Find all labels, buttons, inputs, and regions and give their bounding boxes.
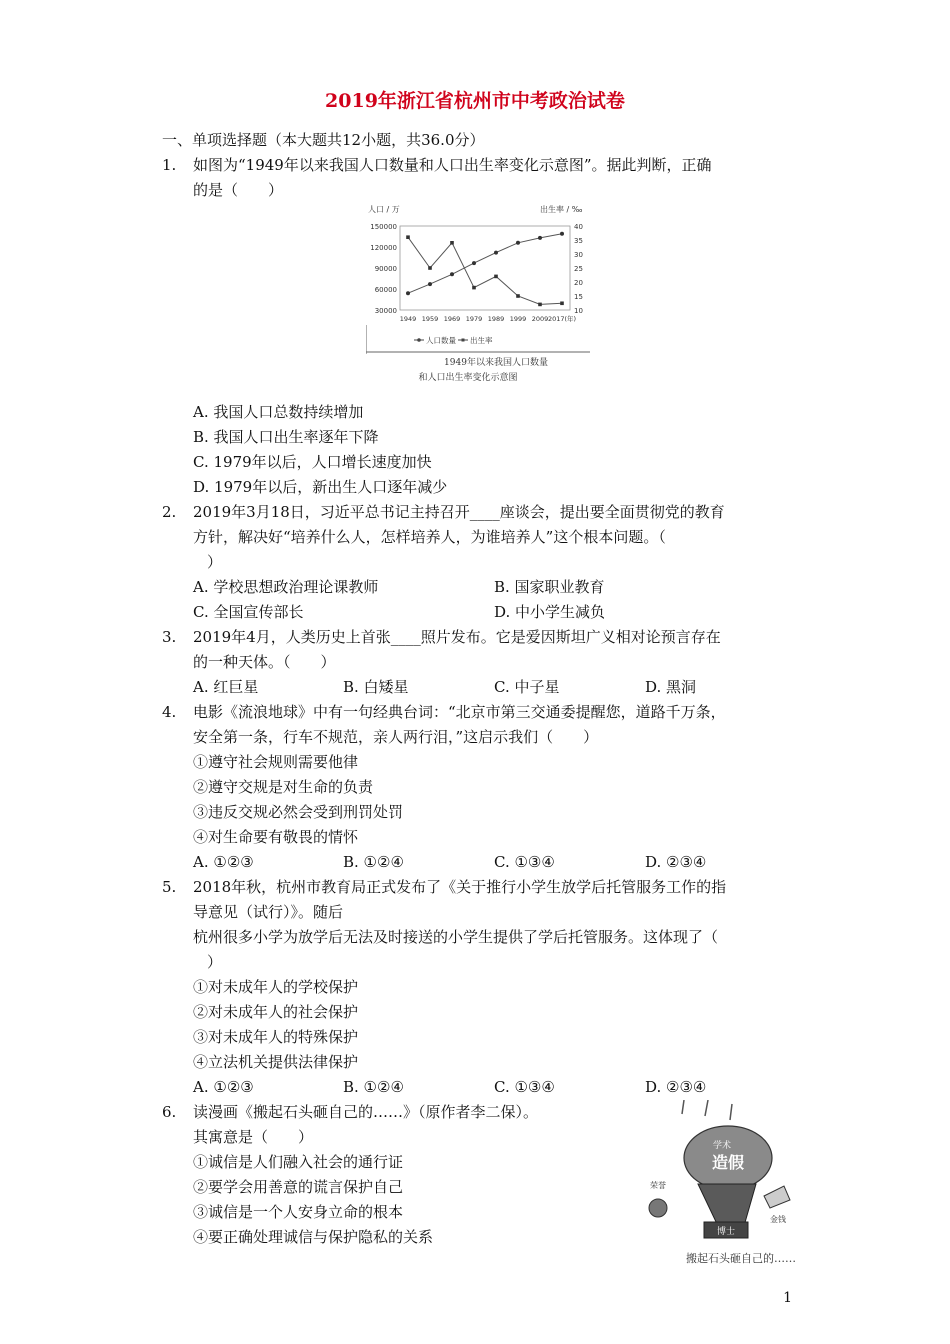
y-left-tick-label: 150000 (370, 223, 397, 231)
y-right-tick-label: 35 (574, 237, 583, 245)
population-point (538, 236, 542, 240)
q1-option-d[interactable]: D. 1979年以后，新出生人口逐年减少 (193, 478, 448, 496)
q2-stem-line3: ） (207, 553, 223, 571)
money-icon (764, 1186, 790, 1208)
y-right-tick-label: 15 (574, 293, 583, 301)
q5-option-b[interactable]: B. ①②④ (343, 1078, 404, 1096)
q6-item-4: ④要正确处理诚信与保护隐私的关系 (193, 1228, 434, 1246)
q6-item-1: ①诚信是人们融入社会的通行证 (193, 1153, 404, 1171)
y-right-tick-label: 20 (574, 279, 583, 287)
birthrate-point (560, 301, 564, 305)
population-point (472, 261, 476, 265)
q4-number: 4. (162, 703, 177, 721)
q1-stem-line1: 如图为“1949年以来我国人口数量和人口出生率变化示意图”。据此判断，正确 (193, 156, 712, 174)
page-number: 1 (783, 1290, 792, 1306)
q5-stem-line2: 导意见（试行）》。随后 (193, 903, 344, 921)
section-heading: 一、单项选择题（本大题共12小题，共36.0分） (162, 131, 485, 149)
q5-option-a[interactable]: A. ①②③ (193, 1078, 254, 1096)
y-left-tick-label: 60000 (374, 286, 397, 294)
q3-option-d[interactable]: D. 黑洞 (645, 678, 697, 696)
q2-stem-line2: 方针，解决好“培养什么人，怎样培养人，为谁培养人”这个根本问题。（ (193, 528, 666, 546)
honor-icon (649, 1199, 667, 1217)
q1-option-b[interactable]: B. 我国人口出生率逐年下降 (193, 428, 379, 446)
y-right-tick-label: 25 (574, 265, 583, 273)
q3-option-a[interactable]: A. 红巨星 (193, 678, 259, 696)
birthrate-point (450, 241, 454, 245)
legend (414, 335, 493, 345)
q1-stem-line2: 的是（ ） (193, 181, 284, 199)
q6-stem-line1: 读漫画《搬起石头砸自己的……》（原作者李二保）。 (193, 1103, 539, 1121)
q5-stem-line1: 2018年秋，杭州市教育局正式发布了《关于推行小学生放学后托管服务工作的指 (193, 878, 727, 896)
q5-option-c[interactable]: C. ①③④ (494, 1078, 555, 1096)
population-point (406, 291, 410, 295)
stone-label: 造假 (711, 1153, 745, 1172)
x-tick-label: 2009 (531, 315, 549, 323)
birthrate-point (516, 294, 520, 298)
y-right-tick-label: 40 (574, 223, 583, 231)
birthrate-point (538, 303, 542, 307)
population-point (516, 241, 520, 245)
q2-option-c[interactable]: C. 全国宣传部长 (193, 603, 304, 621)
q4-option-a[interactable]: A. ①②③ (193, 853, 254, 871)
x-tick-label: 1969 (443, 315, 461, 323)
q4-item-1: ①遵守社会规则需要他律 (193, 753, 359, 771)
x-tick-label: 1949 (399, 315, 417, 323)
y-right-tick-label: 10 (574, 307, 583, 315)
birthrate-point (472, 286, 476, 290)
q5-item-4: ④立法机关提供法律保护 (193, 1053, 359, 1071)
q4-item-4: ④对生命要有敬畏的情怀 (193, 828, 359, 846)
q5-item-3: ③对未成年人的特殊保护 (193, 1028, 359, 1046)
q2-option-d[interactable]: D. 中小学生减负 (494, 603, 606, 621)
q5-stem-line4: ） (207, 953, 223, 971)
q1-option-c[interactable]: C. 1979年以后，人口增长速度加快 (193, 453, 432, 471)
x-tick-label: 1999 (509, 315, 527, 323)
y-axis-left-label: 人口 / 万 (368, 205, 400, 214)
x-tick-label: 1989 (487, 315, 505, 323)
q5-stem-line3: 杭州很多小学为放学后无法及时接送的小学生提供了学后托管服务。这体现了（ (193, 928, 719, 946)
q3-option-b[interactable]: B. 白矮星 (343, 678, 409, 696)
page-title: 2019年浙江省杭州市中考政治试卷 (325, 90, 625, 112)
x-tick-label: 2017(年) (547, 315, 577, 323)
q1-option-a[interactable]: A. 我国人口总数持续增加 (193, 403, 364, 421)
money-label: 金钱 (770, 1215, 786, 1224)
q4-option-d[interactable]: D. ②③④ (645, 853, 707, 871)
population-point (560, 232, 564, 236)
x-tick-label: 1979 (465, 315, 483, 323)
birthrate-point (406, 235, 410, 239)
chart-caption-line2: 和人口出生率变化示意图 (418, 373, 518, 383)
figure-body-icon (698, 1184, 756, 1226)
legend-population: 人口数量 (426, 336, 456, 345)
y-left-tick-label: 90000 (374, 265, 397, 273)
birthrate-point (494, 275, 498, 279)
q4-item-3: ③违反交规必然会受到刑罚处罚 (193, 803, 404, 821)
stone-top-label: 学术 (712, 1141, 732, 1151)
cartoon-svg (648, 1100, 798, 1268)
q3-option-c[interactable]: C. 中子星 (494, 678, 560, 696)
population-chart (366, 200, 590, 384)
q4-stem-line2: 安全第一条，行车不规范，亲人两行泪，”这启示我们（ ） (193, 728, 599, 746)
q5-number: 5. (162, 878, 177, 896)
q6-item-2: ②要学会用善意的谎言保护自己 (193, 1178, 404, 1196)
q3-stem-line2: 的一种天体。（ ） (193, 653, 336, 671)
x-tick-label: 1959 (421, 315, 439, 323)
q3-number: 3. (162, 628, 177, 646)
q5-item-2: ②对未成年人的社会保护 (193, 1003, 359, 1021)
population-point (450, 272, 454, 276)
motion-lines-icon (682, 1100, 732, 1120)
q4-option-c[interactable]: C. ①③④ (494, 853, 555, 871)
base-label: 博士 (716, 1227, 736, 1237)
q4-item-2: ②遵守交规是对生命的负责 (193, 778, 374, 796)
q6-item-3: ③诚信是一个人安身立命的根本 (193, 1203, 404, 1221)
y-left-tick-label: 30000 (374, 307, 397, 315)
q6-stem-line2: 其寓意是（ ） (193, 1128, 314, 1146)
q5-item-1: ①对未成年人的学校保护 (193, 978, 359, 996)
q5-option-d[interactable]: D. ②③④ (645, 1078, 707, 1096)
chart-caption-line1: 1949年以来我国人口数量 (444, 358, 548, 368)
y-left-tick-label: 120000 (370, 244, 397, 252)
legend-birthrate: 出生率 (470, 336, 493, 345)
q4-option-b[interactable]: B. ①②④ (343, 853, 404, 871)
cartoon-caption: 搬起石头砸自己的…… (686, 1252, 796, 1265)
q2-option-a[interactable]: A. 学校思想政治理论课教师 (193, 578, 379, 596)
chart-svg (366, 200, 590, 384)
q2-option-b[interactable]: B. 国家职业教育 (494, 578, 605, 596)
cartoon-image (648, 1100, 798, 1268)
q6-number: 6. (162, 1103, 177, 1121)
q4-stem-line1: 电影《流浪地球》中有一句经典台词：“北京市第三交通委提醒您，道路千万条， (193, 703, 726, 721)
q1-number: 1. (162, 156, 177, 174)
population-point (494, 251, 498, 255)
y-axis-right-label: 出生率 / ‰ (540, 205, 583, 214)
y-right-tick-label: 30 (574, 251, 583, 259)
q2-number: 2. (162, 503, 177, 521)
population-point (428, 282, 432, 286)
q3-stem-line1: 2019年4月，人类历史上首张____照片发布。它是爱因斯坦广义相对论预言存在 (193, 628, 721, 646)
birthrate-point (428, 266, 432, 270)
honor-label: 荣誉 (650, 1181, 666, 1190)
q2-stem-line1: 2019年3月18日，习近平总书记主持召开____座谈会，提出要全面贯彻党的教育 (193, 503, 725, 521)
